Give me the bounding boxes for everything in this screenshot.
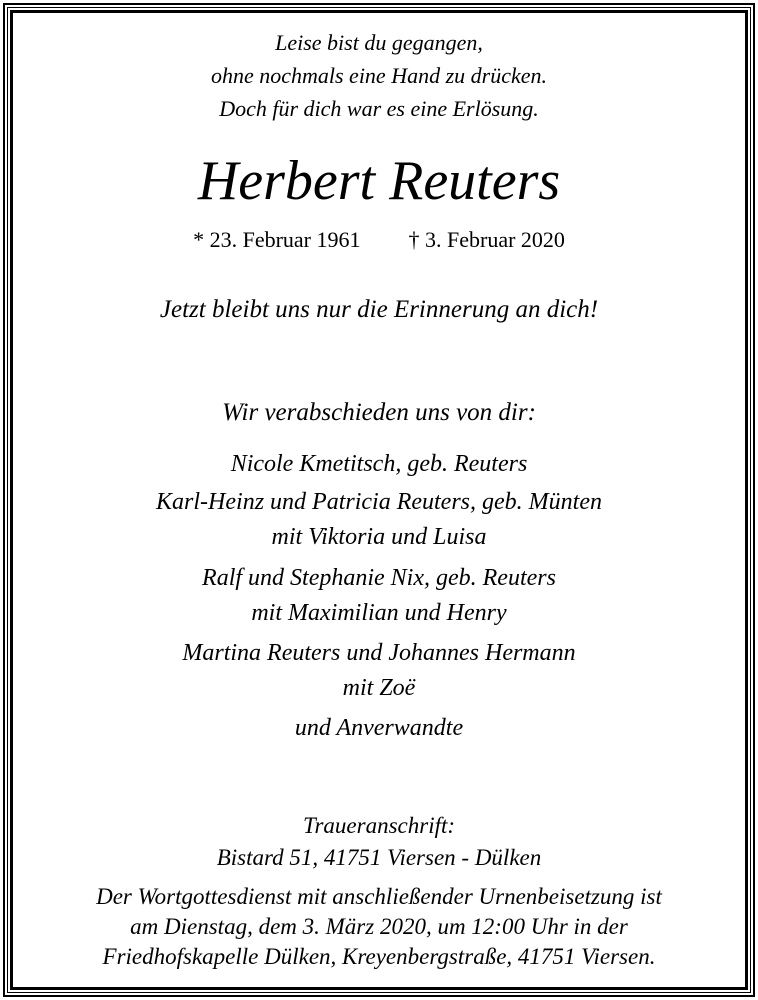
mourner-line: und Anverwandte bbox=[294, 715, 464, 741]
mourner-line: Karl-Heinz und Patricia Reuters, geb. Münten bbox=[156, 489, 602, 515]
mourner-line: Ralf und Stephanie Nix, geb. Reuters bbox=[202, 565, 556, 591]
service-notice-line: Friedhofskapelle Dülken, Kreyenbergstraße, 41751 Viersen. bbox=[102, 944, 656, 969]
death-date: † 3. Februar 2020 bbox=[408, 227, 565, 252]
mourner-line: mit Zoë bbox=[342, 675, 416, 701]
life-dates bbox=[13, 227, 745, 253]
remembrance-line: Jetzt bleibt uns nur die Erinnerung an dich! bbox=[159, 296, 599, 323]
poem-line-2: ohne nochmals eine Hand zu drücken. bbox=[210, 63, 548, 88]
farewell-intro: Wir verabschieden uns von dir: bbox=[222, 399, 536, 426]
mourner-line: mit Viktoria und Luisa bbox=[271, 524, 487, 550]
birth-date: * 23. Februar 1961 bbox=[193, 227, 361, 252]
service-notice-line: Der Wortgottesdienst mit anschließender Urnenbeisetzung ist bbox=[96, 884, 662, 909]
mourner-line: Martina Reuters und Johannes Hermann bbox=[182, 640, 576, 666]
mourning-address: Bistard 51, 41751 Viersen - Dülken bbox=[216, 845, 542, 870]
address-label: Traueranschrift: bbox=[302, 813, 456, 838]
mourner-line: mit Maximilian und Henry bbox=[251, 600, 507, 626]
deceased-name: Herbert Reuters bbox=[197, 150, 561, 212]
service-notice-line: am Dienstag, dem 3. März 2020, um 12:00 Uhr in der bbox=[130, 914, 628, 939]
mourner-line: Nicole Kmetitsch, geb. Reuters bbox=[230, 451, 528, 477]
poem-line-3: Doch für dich war es eine Erlösung. bbox=[219, 96, 539, 121]
poem-line-1: Leise bist du gegangen, bbox=[275, 30, 483, 55]
